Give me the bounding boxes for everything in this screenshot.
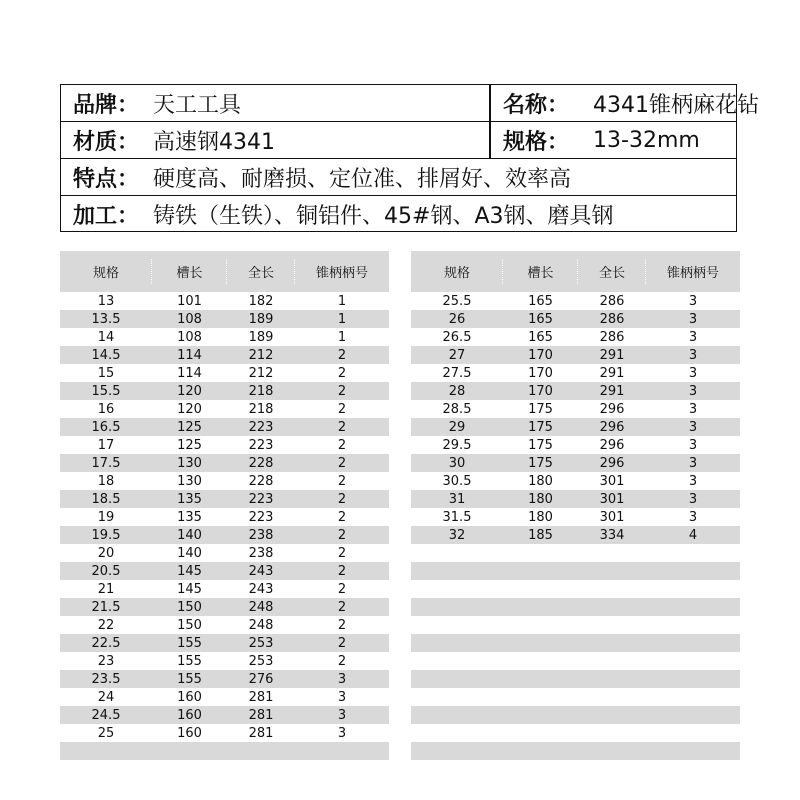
cell-total-length: 228 (248, 473, 274, 489)
cell-total-length: 228 (248, 455, 274, 471)
cell-taper-number: 1 (337, 329, 347, 345)
table-row (60, 508, 389, 526)
cell-total-length: 281 (248, 689, 274, 705)
cell-total-length (578, 616, 646, 634)
processing-cell (61, 196, 614, 233)
cell-total-length: 286 (599, 293, 625, 309)
cell-taper-number (646, 634, 740, 652)
cell-total-length (578, 670, 646, 688)
table-row (411, 400, 740, 418)
cell-total-length: 286 (599, 329, 625, 345)
table-row (411, 652, 740, 670)
table-row (60, 598, 389, 616)
cell-taper-number: 3 (688, 347, 698, 363)
cell-total-length (578, 724, 646, 742)
product-info-box (60, 84, 760, 232)
table-row (411, 616, 740, 634)
cell-flute-length: 125 (177, 437, 202, 453)
table-row (60, 292, 389, 310)
cell-flute-length (503, 616, 578, 634)
cell-taper-number: 2 (337, 455, 347, 471)
cell-flute-length: 165 (528, 311, 553, 327)
cell-spec: 23.5 (91, 671, 121, 687)
header-spec: 规格 (60, 251, 152, 292)
cell-total-length (578, 544, 646, 562)
cell-total-length (578, 562, 646, 580)
cell-spec: 19.5 (91, 527, 121, 543)
cell-total-length (578, 580, 646, 598)
processing-value: 铸铁（生铁）、铜铝件、45#钢、A3钢、磨具钢 (153, 204, 614, 229)
cell-taper-number: 2 (337, 383, 347, 399)
cell-flute-length: 140 (177, 545, 202, 561)
material-value: 高速钢4341 (153, 129, 276, 155)
header-flute-length: 槽长 (152, 251, 227, 292)
table-row (60, 418, 389, 436)
cell-total-length: 291 (599, 365, 625, 381)
brand-cell (61, 85, 241, 121)
cell-total-length: 218 (248, 383, 274, 399)
cell-flute-length: 120 (177, 383, 202, 399)
info-row-processing (61, 196, 736, 233)
cell-flute-length: 145 (177, 581, 202, 597)
cell-total-length: 291 (599, 347, 625, 363)
cell-taper-number: 3 (688, 401, 698, 417)
cell-total-length: 223 (248, 437, 274, 453)
cell-flute-length: 160 (177, 689, 202, 705)
table-row (60, 670, 389, 688)
table-row (411, 724, 740, 742)
table-row (60, 652, 389, 670)
cell-flute-length: 108 (177, 329, 202, 345)
cell-taper-number (646, 724, 740, 742)
header-flute-length: 槽长 (503, 251, 578, 292)
table-row (60, 382, 389, 400)
cell-flute-length (503, 742, 578, 760)
cell-flute-length: 155 (177, 671, 202, 687)
cell-total-length: 301 (599, 473, 625, 489)
name-label: 名称： (503, 92, 570, 118)
cell-spec: 28 (448, 383, 466, 399)
cell-total-length: 248 (248, 599, 274, 615)
material-label: 材质： (73, 129, 140, 155)
cell-total-length: 218 (248, 401, 274, 417)
table-row (60, 472, 389, 490)
cell-spec (411, 670, 503, 688)
table-row (411, 688, 740, 706)
cell-spec: 31.5 (442, 509, 472, 525)
table-row (60, 490, 389, 508)
table-row (411, 508, 740, 526)
cell-spec (411, 652, 503, 670)
cell-spec: 23 (97, 653, 115, 669)
cell-total-length: 253 (248, 653, 274, 669)
table-row (60, 346, 389, 364)
cell-taper-number: 2 (337, 509, 347, 525)
cell-taper-number: 3 (688, 419, 698, 435)
cell-taper-number: 2 (337, 365, 347, 381)
cell-flute-length (503, 706, 578, 724)
table-row (60, 400, 389, 418)
cell-spec (411, 616, 503, 634)
cell-taper-number: 3 (688, 329, 698, 345)
spec-value: 13-32mm (593, 127, 700, 153)
table-row (411, 454, 740, 472)
cell-flute-length (503, 724, 578, 742)
cell-flute-length: 130 (177, 455, 202, 471)
table-row (411, 328, 740, 346)
cell-spec: 15 (97, 365, 115, 381)
header-taper-number: 锥柄柄号 (666, 266, 719, 281)
info-row-features (61, 159, 736, 196)
table-row (60, 616, 389, 634)
cell-spec (411, 688, 503, 706)
cell-total-length: 296 (599, 401, 625, 417)
cell-flute-length (503, 544, 578, 562)
cell-total-length (578, 706, 646, 724)
table-row (411, 310, 740, 328)
info-row-brand (61, 85, 760, 122)
cell-taper-number (646, 670, 740, 688)
cell-spec: 17 (97, 437, 115, 453)
table-row (411, 544, 740, 562)
cell-taper-number (646, 688, 740, 706)
cell-spec: 15.5 (91, 383, 121, 399)
cell-flute-length: 160 (177, 707, 202, 723)
table-row (411, 580, 740, 598)
cell-taper-number: 2 (337, 491, 347, 507)
spec-table-left (60, 251, 389, 762)
cell-taper-number: 2 (337, 527, 347, 543)
cell-taper-number: 2 (337, 635, 347, 651)
cell-flute-length: 175 (528, 419, 553, 435)
cell-flute-length: 180 (528, 473, 553, 489)
table-row (411, 382, 740, 400)
cell-total-length: 243 (248, 581, 274, 597)
cell-flute-length: 155 (177, 653, 202, 669)
table-row (60, 562, 389, 580)
cell-taper-number: 3 (688, 383, 698, 399)
cell-total-length: 189 (248, 329, 274, 345)
cell-total-length (578, 598, 646, 616)
cell-taper-number (646, 580, 740, 598)
features-value: 硬度高、耐磨损、定位准、排屑好、效率高 (153, 166, 572, 192)
cell-spec: 14.5 (91, 347, 121, 363)
cell-total-length: 296 (599, 419, 625, 435)
table-row (60, 526, 389, 544)
cell-taper-number: 3 (337, 725, 347, 741)
cell-total-length: 238 (248, 545, 274, 561)
cell-total-length: 212 (248, 365, 274, 381)
cell-total-length (578, 742, 646, 760)
cell-taper-number: 3 (688, 455, 698, 471)
cell-total-length: 223 (248, 419, 274, 435)
cell-total-length: 276 (248, 671, 274, 687)
cell-total-length: 296 (599, 455, 625, 471)
brand-value: 天工工具 (153, 92, 242, 118)
table-row (411, 526, 740, 544)
cell-flute-length (503, 598, 578, 616)
cell-taper-number: 2 (337, 617, 347, 633)
cell-spec: 18.5 (91, 491, 121, 507)
cell-taper-number (646, 562, 740, 580)
cell-total-length: 212 (248, 347, 274, 363)
cell-taper-number: 2 (337, 581, 347, 597)
cell-taper-number: 2 (337, 347, 347, 363)
cell-spec (411, 598, 503, 616)
cell-taper-number (646, 742, 740, 760)
cell-spec: 27 (448, 347, 466, 363)
cell-flute-length: 175 (528, 437, 553, 453)
cell-taper-number: 4 (688, 527, 698, 543)
cell-flute-length (503, 688, 578, 706)
cell-total-length: 291 (599, 383, 625, 399)
cell-spec (411, 562, 503, 580)
cell-spec: 18 (97, 473, 115, 489)
processing-label: 加工： (73, 204, 140, 229)
cell-flute-length: 145 (177, 563, 202, 579)
cell-taper-number: 2 (337, 473, 347, 489)
cell-taper-number: 2 (337, 419, 347, 435)
cell-total-length (578, 634, 646, 652)
cell-flute-length: 125 (177, 419, 202, 435)
cell-flute-length (503, 634, 578, 652)
header-spec: 规格 (411, 251, 503, 292)
cell-spec: 29 (448, 419, 466, 435)
cell-flute-length (503, 670, 578, 688)
cell-total-length: 223 (248, 509, 274, 525)
cell-spec: 16.5 (91, 419, 121, 435)
table-row (60, 454, 389, 472)
cell-flute-length: 135 (177, 509, 202, 525)
cell-flute-length: 114 (177, 347, 202, 363)
info-row-material (61, 122, 736, 159)
cell-flute-length: 130 (177, 473, 202, 489)
table-row (411, 364, 740, 382)
cell-flute-length: 170 (528, 383, 553, 399)
cell-flute-length: 160 (177, 725, 202, 741)
spec-cell (491, 122, 700, 158)
cell-taper-number (646, 544, 740, 562)
cell-flute-length (152, 742, 227, 760)
table-row (60, 706, 389, 724)
cell-spec (60, 742, 152, 760)
cell-spec: 32 (448, 527, 466, 543)
cell-flute-length: 185 (528, 527, 553, 543)
cell-spec: 22.5 (91, 635, 121, 651)
cell-flute-length: 150 (177, 617, 202, 633)
cell-total-length (227, 742, 295, 760)
cell-flute-length: 175 (528, 401, 553, 417)
table-row (411, 292, 740, 310)
cell-spec: 13.5 (91, 311, 121, 327)
table-row (411, 562, 740, 580)
table-row (411, 436, 740, 454)
table-row (60, 724, 389, 742)
cell-flute-length: 155 (177, 635, 202, 651)
table-row (411, 634, 740, 652)
cell-spec: 19 (97, 509, 115, 525)
cell-spec: 25.5 (442, 293, 472, 309)
cell-flute-length (503, 652, 578, 670)
cell-spec (411, 634, 503, 652)
cell-spec: 20.5 (91, 563, 121, 579)
cell-taper-number: 3 (337, 707, 347, 723)
cell-taper-number: 3 (688, 491, 698, 507)
cell-spec: 17.5 (91, 455, 121, 471)
cell-spec: 28.5 (442, 401, 472, 417)
cell-taper-number (646, 598, 740, 616)
cell-spec: 22 (97, 617, 115, 633)
header-total-length: 全长 (227, 251, 295, 292)
cell-spec (411, 742, 503, 760)
header-total-length: 全长 (578, 251, 646, 292)
cell-spec: 24.5 (91, 707, 121, 723)
cell-spec: 29.5 (442, 437, 472, 453)
cell-taper-number: 2 (337, 563, 347, 579)
cell-spec: 31 (448, 491, 466, 507)
cell-taper-number: 3 (337, 671, 347, 687)
cell-flute-length: 180 (528, 509, 553, 525)
table-row (60, 634, 389, 652)
cell-spec: 24 (97, 689, 115, 705)
cell-taper-number: 2 (337, 545, 347, 561)
cell-total-length: 301 (599, 491, 625, 507)
cell-spec: 27.5 (442, 365, 472, 381)
cell-spec: 30 (448, 455, 466, 471)
spec-table-right (411, 251, 740, 762)
table-row (411, 742, 740, 760)
table-row (411, 706, 740, 724)
cell-flute-length (503, 580, 578, 598)
cell-flute-length: 170 (528, 347, 553, 363)
cell-taper-number: 2 (337, 599, 347, 615)
cell-total-length (578, 652, 646, 670)
cell-spec (411, 724, 503, 742)
cell-taper-number: 1 (337, 311, 347, 327)
table-row (60, 742, 389, 760)
table-row (60, 364, 389, 382)
cell-flute-length: 150 (177, 599, 202, 615)
cell-total-length: 286 (599, 311, 625, 327)
cell-taper-number: 2 (337, 401, 347, 417)
cell-flute-length: 114 (177, 365, 202, 381)
table-row (411, 490, 740, 508)
table-row (411, 418, 740, 436)
cell-spec (411, 544, 503, 562)
cell-flute-length: 175 (528, 455, 553, 471)
cell-taper-number: 2 (337, 653, 347, 669)
cell-flute-length: 170 (528, 365, 553, 381)
cell-total-length: 243 (248, 563, 274, 579)
cell-taper-number (646, 706, 740, 724)
cell-total-length: 281 (248, 725, 274, 741)
cell-total-length: 253 (248, 635, 274, 651)
cell-total-length: 248 (248, 617, 274, 633)
cell-taper-number: 3 (688, 293, 698, 309)
cell-total-length: 189 (248, 311, 274, 327)
table-row (411, 346, 740, 364)
table-row (411, 598, 740, 616)
cell-spec (411, 580, 503, 598)
table-row (60, 688, 389, 706)
features-cell (61, 159, 571, 195)
cell-flute-length: 180 (528, 491, 553, 507)
features-label: 特点： (73, 166, 140, 192)
cell-spec: 30.5 (442, 473, 472, 489)
cell-taper-number: 3 (688, 437, 698, 453)
brand-label: 品牌： (73, 92, 140, 118)
cell-spec: 26.5 (442, 329, 472, 345)
cell-flute-length: 165 (528, 293, 553, 309)
cell-total-length (578, 688, 646, 706)
name-value: 4341锥柄麻花钻 (593, 92, 760, 118)
cell-taper-number (295, 742, 389, 760)
cell-flute-length: 135 (177, 491, 202, 507)
table-row (411, 472, 740, 490)
cell-taper-number (646, 616, 740, 634)
cell-spec: 21 (97, 581, 115, 597)
cell-taper-number: 3 (688, 473, 698, 489)
material-cell (61, 122, 275, 158)
cell-flute-length: 140 (177, 527, 202, 543)
spec-label: 规格： (503, 129, 570, 155)
cell-taper-number: 3 (688, 365, 698, 381)
cell-spec: 21.5 (91, 599, 121, 615)
cell-total-length: 281 (248, 707, 274, 723)
cell-spec (411, 706, 503, 724)
cell-taper-number: 2 (337, 437, 347, 453)
table-row (60, 544, 389, 562)
cell-spec: 25 (97, 725, 115, 741)
table-row (60, 580, 389, 598)
cell-total-length: 296 (599, 437, 625, 453)
cell-total-length: 223 (248, 491, 274, 507)
header-taper-number: 锥柄柄号 (315, 266, 368, 281)
table-row (60, 310, 389, 328)
cell-flute-length (503, 562, 578, 580)
table-header (60, 251, 389, 292)
cell-taper-number (646, 652, 740, 670)
cell-total-length: 334 (599, 527, 625, 543)
cell-flute-length: 108 (177, 311, 202, 327)
cell-taper-number: 3 (688, 509, 698, 525)
table-header (411, 251, 740, 292)
cell-spec: 26 (448, 311, 466, 327)
cell-flute-length: 165 (528, 329, 553, 345)
table-row (411, 670, 740, 688)
cell-spec: 20 (97, 545, 115, 561)
cell-spec: 14 (97, 329, 115, 345)
cell-total-length: 238 (248, 527, 274, 543)
cell-spec: 16 (97, 401, 115, 417)
cell-flute-length: 101 (177, 293, 202, 309)
name-cell (491, 85, 759, 121)
cell-taper-number: 1 (337, 293, 347, 309)
cell-taper-number: 3 (337, 689, 347, 705)
table-row (60, 436, 389, 454)
cell-total-length: 182 (248, 293, 274, 309)
table-row (60, 328, 389, 346)
cell-total-length: 301 (599, 509, 625, 525)
cell-spec: 13 (97, 293, 115, 309)
cell-taper-number: 3 (688, 311, 698, 327)
cell-flute-length: 120 (177, 401, 202, 417)
